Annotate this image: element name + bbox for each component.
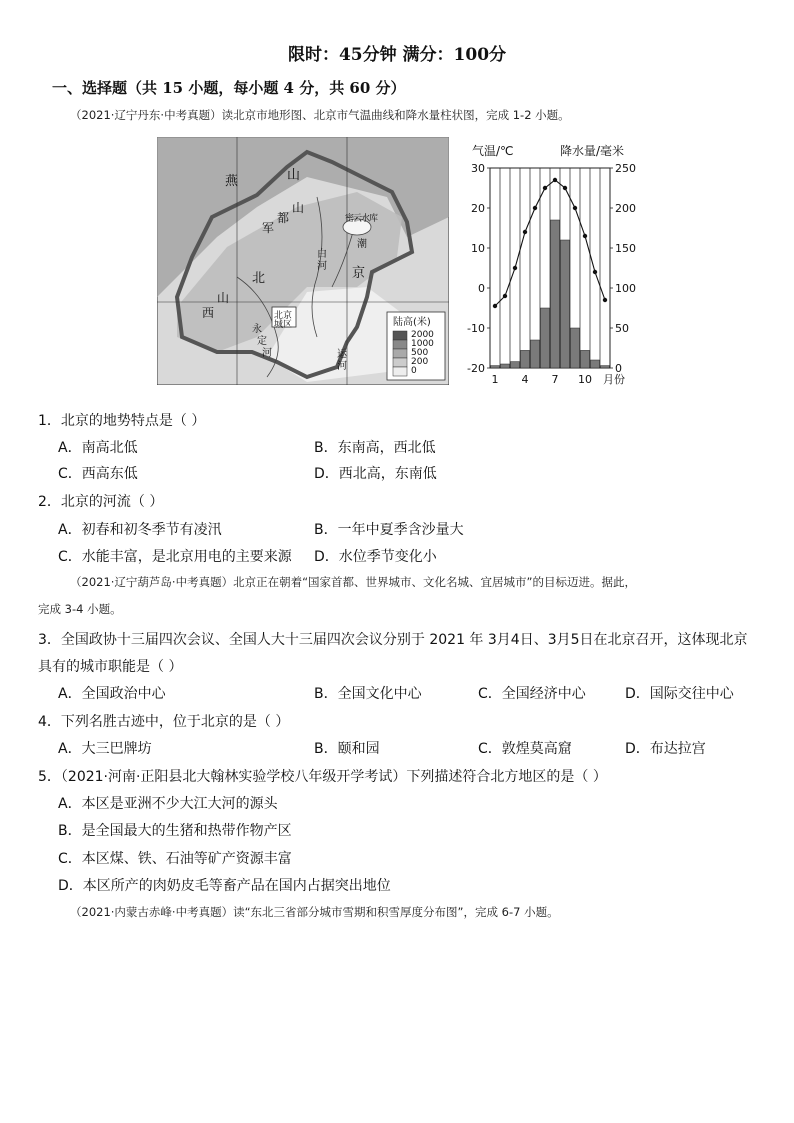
precip-bar (561, 240, 570, 368)
q4-option-b[interactable]: B．颐和园 (314, 741, 380, 757)
month-tick-label: 4 (521, 373, 529, 386)
legend-value: 500 (411, 348, 429, 358)
q5-option-a[interactable]: A．本区是亚洲不少大江大河的源头 (58, 796, 278, 812)
temperature-point (493, 304, 497, 308)
map-label: 密 (345, 214, 355, 224)
temp-tick-label: 20 (471, 202, 485, 215)
chart-title-left: 气温/℃ (472, 144, 514, 158)
month-tick-label: 1 (491, 373, 499, 386)
precip-bar (601, 366, 610, 368)
precip-tick-label: 250 (615, 162, 636, 175)
q4-option-a[interactable]: A．大三巴牌坊 (58, 741, 152, 757)
q1-option-b[interactable]: B．东南高，西北低 (314, 440, 436, 456)
map-label: 西 (202, 306, 215, 320)
map-label: 京 (352, 266, 366, 281)
map-label: 山 (287, 168, 301, 183)
precip-bar (511, 362, 520, 368)
legend-value: 200 (411, 357, 429, 367)
map-label: 库 (369, 214, 379, 224)
q1-option-a[interactable]: A．南高北低 (58, 440, 138, 456)
precip-bar (491, 366, 500, 368)
precip-bar (551, 220, 560, 368)
temperature-point (583, 234, 587, 238)
beijing-terrain-map (157, 137, 449, 385)
q2-option-a[interactable]: A．初春和初冬季节有凌汛 (58, 522, 222, 538)
question-4-stem: 4．下列名胜古迹中，位于北京的是（ ） (38, 714, 290, 730)
map-label: 云 (353, 214, 363, 224)
map-label: 河 (337, 361, 347, 372)
temperature-point (503, 294, 507, 298)
temp-tick-label: 0 (478, 282, 485, 295)
precip-bar (581, 350, 590, 368)
q4-option-c[interactable]: C．敦煌莫高窟 (478, 741, 572, 757)
temperature-point (543, 186, 547, 190)
precip-bar (591, 360, 600, 368)
map-label: 燕 (225, 174, 239, 189)
precip-tick-label: 100 (615, 282, 636, 295)
question-3-stem-line2: 具有的城市职能是（ ） (38, 659, 183, 675)
precip-tick-label: 50 (615, 322, 629, 335)
map-label: 北京 (274, 311, 293, 321)
map-label: 永 (252, 324, 262, 335)
q5-option-c[interactable]: C．本区煤、铁、石油等矿产资源丰富 (58, 851, 292, 867)
question-2-stem: 2．北京的河流（ ） (38, 494, 164, 510)
map-label: 山 (292, 201, 305, 215)
legend-value: 0 (411, 366, 417, 376)
precip-bar (571, 328, 580, 368)
q2-option-c[interactable]: C．水能丰富，是北京用电的主要来源 (58, 549, 292, 565)
q1-option-d[interactable]: D．西北高，东南低 (314, 466, 437, 482)
precip-tick-label: 150 (615, 242, 636, 255)
temp-tick-label: -10 (467, 322, 485, 335)
intro-note-1: （2021·辽宁丹东·中考真题）读北京市地形图、北京市气温曲线和降水量柱状图，完成 1-2 小题。 (70, 108, 570, 122)
section-title: 一、选择题（共 15 小题，每小题 4 分，共 60 分） (52, 79, 406, 97)
q2-option-b[interactable]: B．一年中夏季含沙量大 (314, 522, 464, 538)
temperature-point (533, 206, 537, 210)
map-label: 运 (337, 349, 347, 360)
question-5-stem: 5．（2021·河南·正阳县北大翰林实验学校八年级开学考试）下列描述符合北方地区的是（ ） (38, 769, 607, 785)
precip-bar (521, 350, 530, 368)
q1-option-c[interactable]: C．西高东低 (58, 466, 138, 482)
temperature-point (573, 206, 577, 210)
q3-option-a[interactable]: A．全国政治中心 (58, 686, 166, 702)
map-label: 河 (317, 261, 327, 272)
legend-value: 2000 (411, 330, 434, 340)
temperature-point (523, 230, 527, 234)
q5-option-d[interactable]: D．本区所产的肉奶皮毛等畜产品在国内占据突出地位 (58, 878, 391, 894)
map-label: 河 (262, 348, 272, 359)
month-tick-label: 10 (578, 373, 592, 386)
map-legend (387, 312, 445, 380)
precip-bar (541, 308, 550, 368)
map-label: 军 (262, 221, 275, 235)
question-3-stem-line1: 3．全国政协十三届四次会议、全国人大十三届四次会议分别于 2021 年 3月4日、3月5日在北京召开，这体现北京 (38, 632, 748, 648)
map-label: 北 (252, 271, 266, 286)
temp-tick-label: -20 (467, 362, 485, 375)
legend-value: 1000 (411, 339, 434, 349)
intro-note-2b: 完成 3-4 小题。 (38, 602, 122, 616)
chart-title-right: 降水量/毫米 (560, 144, 625, 158)
precip-tick-label: 200 (615, 202, 636, 215)
temperature-point (563, 186, 567, 190)
q5-option-b[interactable]: B．是全国最大的生猪和热带作物产区 (58, 823, 292, 839)
question-1-stem: 1．北京的地势特点是（ ） (38, 413, 206, 429)
map-label: 定 (257, 336, 267, 347)
q2-option-d[interactable]: D．水位季节变化小 (314, 549, 437, 565)
x-axis-unit: 月份 (603, 373, 625, 386)
precip-bar (531, 340, 540, 368)
q4-option-d[interactable]: D．布达拉宫 (625, 741, 706, 757)
legend-title: 陆高(米) (393, 317, 431, 328)
intro-note-2a: （2021·辽宁葫芦岛·中考真题）北京正在朝着“国家首都、世界城市、文化名城、宜居城市”的目标迈进。据此， (70, 575, 636, 589)
temperature-point (603, 298, 607, 302)
map-label: 山 (217, 291, 230, 305)
page-title: 限时：45分钟 满分：100分 (287, 45, 507, 65)
map-label: 都 (277, 211, 290, 225)
precip-tick-label: 0 (615, 362, 622, 375)
q3-option-b[interactable]: B．全国文化中心 (314, 686, 422, 702)
temperature-point (553, 178, 557, 182)
temperature-point (513, 266, 517, 270)
precip-bar (501, 364, 510, 368)
month-tick-label: 7 (551, 373, 559, 386)
q3-option-c[interactable]: C．全国经济中心 (478, 686, 586, 702)
q3-option-d[interactable]: D．国际交往中心 (625, 686, 734, 702)
map-label: 城区 (274, 320, 293, 330)
intro-note-3: （2021·内蒙古赤峰·中考真题）读“东北三省部分城市雪期和积雪厚度分布图”，完成 6-7 小题。 (70, 905, 559, 919)
temp-tick-label: 10 (471, 242, 485, 255)
temp-tick-label: 30 (471, 162, 485, 175)
map-label: 水 (361, 214, 371, 224)
temperature-point (593, 270, 597, 274)
climate-chart (462, 140, 642, 390)
map-label: 潮 (357, 239, 367, 250)
map-label: 白 (317, 249, 327, 260)
